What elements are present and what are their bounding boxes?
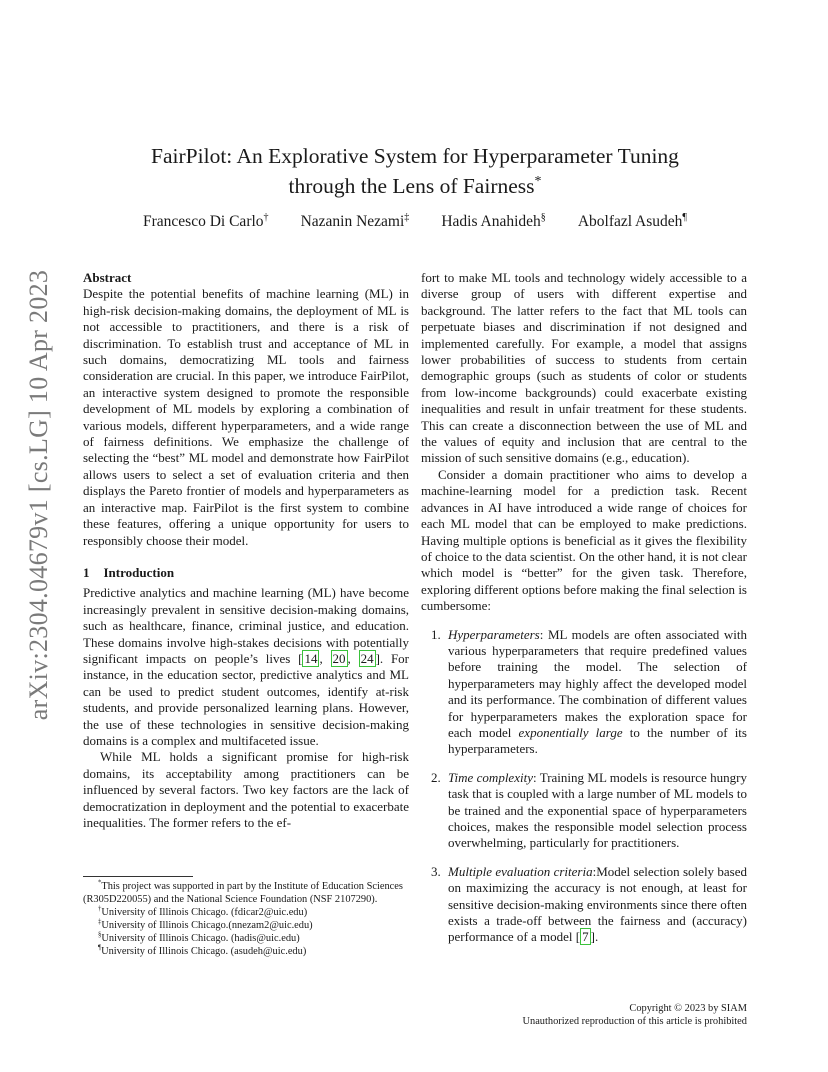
paper-title-line-2 — [80, 171, 750, 201]
footnote-text: University of Illinois Chicago. (asudeh@uic.edu) — [101, 946, 307, 958]
footnote-text: University of Illinois Chicago. (hadis@uic.edu) — [101, 933, 300, 945]
list-item-text-end: ]. — [590, 929, 599, 945]
author-2-name: Nazanin Nezami — [300, 213, 405, 230]
intro-paragraph-2-continued: fort to make ML tools and technology widely accessible to a diverse group of users with different expertise and background. The latter refers to the fact that ML tools can perpetuate biases and discrimination if not designed and implemented carefully. For example, a model that assigns lower probabilities of success to students from certain demographic groups (such as students of color or students from low-income backgrounds) could exacerbate existing inequalities and result in unfair treatment for these students. This can create a disconnection between the use of ML and the values of equity and inclusion that are central to the mission of such sensitive domains (e.g., education). — [421, 270, 747, 466]
author-list — [80, 213, 750, 231]
list-item-text-end: to the number of its hyperparameters. — [448, 724, 747, 757]
footnote — [83, 880, 409, 906]
author-4-name: Abolfazl Asudeh — [577, 213, 683, 230]
list-item-number: 3. — [431, 863, 441, 879]
footnote-text: This project was supported in part by the Institute of Education Sciences (R305D220055) and the National Science Foundation (NSF 2107290). — [83, 881, 403, 906]
intro-p1-text-b: ]. For instance, in the education sector, predictive analytics and ML can be used to predict student outcomes, identify at-risk students, and provide personalized learning plans. However, the use of these technologies in sensitive decision-making domains is a complex and multifaceted issue. — [83, 650, 410, 748]
list-item-term: Time complexity — [448, 769, 533, 785]
footnote — [83, 906, 409, 919]
intro-p1-text-a: Predictive analytics and machine learning (ML) have become increasingly prevalent in sensitive decision-making domains, such as healthcare, finance, criminal justice, and education. These domains involve high-stakes decisions with potentially significant impacts on people’s lives [ — [83, 585, 409, 666]
author-4 — [578, 213, 687, 231]
list-item-term: Hyperparameters — [448, 626, 540, 642]
citation-link-20[interactable]: 20 — [332, 650, 346, 666]
list-item — [421, 627, 747, 758]
title-text-2: through the Lens of Fairness — [288, 174, 535, 198]
right-column — [421, 270, 747, 958]
arxiv-identifier-stamp — [14, 269, 64, 721]
abstract-heading: Abstract — [83, 270, 132, 285]
intro-paragraph-3: Consider a domain practitioner who aims to develop a machine-learning model for a prediction task. Recent advances in AI have introduced a wide range of choices for each ML model that can be employed to make predictions. Having multiple options is beneficial as it gives the flexibility of choice to the data scientist. On the other hand, it is not clear which model is “better” for the given task. Therefore, exploring different options before making the final selection is cumbersome: — [421, 466, 747, 614]
intro-paragraph-2: While ML holds a significant promise for high-risk domains, its acceptability among practitioners can be influenced by several factors. Two key factors are the lack of democratization in deployment and the potential to exacerbate inequalities. The former refers to the ef- — [83, 749, 409, 830]
author-3-mark: § — [540, 211, 546, 223]
author-1-name: Francesco Di Carlo — [143, 213, 264, 230]
list-item-number: 1. — [431, 626, 441, 642]
title-text-1: FairPilot: An Explorative System for Hyperparameter Tuning — [151, 144, 679, 168]
author-3 — [441, 213, 545, 231]
footnotes — [83, 876, 409, 959]
footnote-text: University of Illinois Chicago. (fdicar2@uic.edu) — [101, 907, 308, 919]
footnote-mark: † — [98, 905, 102, 913]
footnote-mark: ‡ — [98, 918, 102, 926]
author-1-mark: † — [263, 211, 269, 223]
copyright-notice — [523, 1002, 748, 1028]
list-item-term: Multiple evaluation criteria — [448, 863, 593, 879]
list-item-emphasis: exponentially large — [518, 724, 623, 740]
footnote-mark: ¶ — [98, 945, 102, 952]
citation-link-7[interactable]: 7 — [582, 929, 589, 945]
challenge-list — [421, 627, 747, 946]
citation-link-24[interactable]: 24 — [360, 650, 374, 666]
list-item-number: 2. — [431, 769, 441, 785]
list-item-text: : Training ML models is resource hungry task that is coupled with a large number of ML models to be trained and the exponential space of hyperparameters choices, makes the responsible model selection process overwhelming, particularly for practitioners. — [448, 769, 747, 851]
list-item — [421, 770, 747, 852]
paper-title-line-1 — [80, 141, 750, 171]
footnote — [83, 945, 409, 958]
reproduction-notice: Unauthorized reproduction of this article is prohibited — [522, 1016, 747, 1027]
left-column — [83, 270, 409, 831]
arxiv-identifier-text: arXiv:2304.04679v1 [cs.LG] 10 Apr 2023 — [24, 269, 53, 721]
author-3-name: Hadis Anahideh — [441, 213, 541, 230]
title-footnote-mark: * — [534, 173, 542, 189]
list-item-text: : ML models are often associated with various hyperparameters that require predefined values before training the model. The selection of hyperparameters may highly affect the developed model and its performance. The combination of different values for hyperparameters makes the exploration space for each model — [448, 626, 747, 740]
footnote — [83, 932, 409, 945]
copyright-line: Copyright © 2023 by SIAM — [629, 1003, 747, 1014]
list-item — [421, 864, 747, 946]
author-4-mark: ¶ — [682, 211, 687, 223]
abstract-text: Despite the potential benefits of machine learning (ML) in high-risk decision-making domains, the deployment of ML is not accessible to practitioners, and there is a risk of discrimination. To establish trust and acceptance of ML in such domains, democratizing ML tools and fairness consideration are crucial. In this paper, we introduce FairPilot, an interactive system designed to promote the responsible development of ML models by exploring a combination of various models, different hyperparameters, and a wide range of fairness definitions. We emphasize the challenge of selecting the “best” ML model and demonstrate how FairPilot allows users to select a set of evaluation criteria and then displays the Pareto frontier of models and hyperparameters as an interactive map. FairPilot is the first system to combine these features, offering a unique opportunity for users to responsibly choose their model. — [83, 286, 409, 548]
footnote-text: University of Illinois Chicago.(nnezam2@uic.edu) — [101, 920, 313, 932]
footnote-mark: § — [98, 931, 102, 939]
footnote-rule — [83, 876, 193, 877]
author-2-mark: ‡ — [404, 211, 410, 223]
author-1 — [143, 213, 269, 231]
section-heading-introduction — [83, 565, 409, 581]
author-2 — [301, 213, 410, 231]
footnote — [83, 919, 409, 932]
intro-paragraph-1: Predictive analytics and machine learning (ML) have become increasingly prevalent in sensitive decision-making domains, such as healthcare, finance, criminal justice, and education. These domains involve high-stakes decisions with potentially significant impacts on people’s lives [ 14 , 20 , 24 ]. For instance, in the education sector, predictive analytics and ML can be used to predict student outcomes, identify at-risk students, and provide personalized learning plans. However, the use of these technologies in sensitive decision-making domains is a complex and multifaceted issue. — [83, 585, 410, 748]
footnote-mark: * — [98, 879, 102, 887]
list-item-text: :Model selection solely based on maximizing the accuracy is not enough, at least for sensitive decision-making environments since there often exists a trade-off between the fairness and (accuracy) performance of a model [ — [448, 863, 747, 945]
section-title: Introduction — [103, 564, 175, 580]
section-number: 1 — [83, 564, 90, 580]
citation-link-14[interactable]: 14 — [304, 650, 318, 666]
